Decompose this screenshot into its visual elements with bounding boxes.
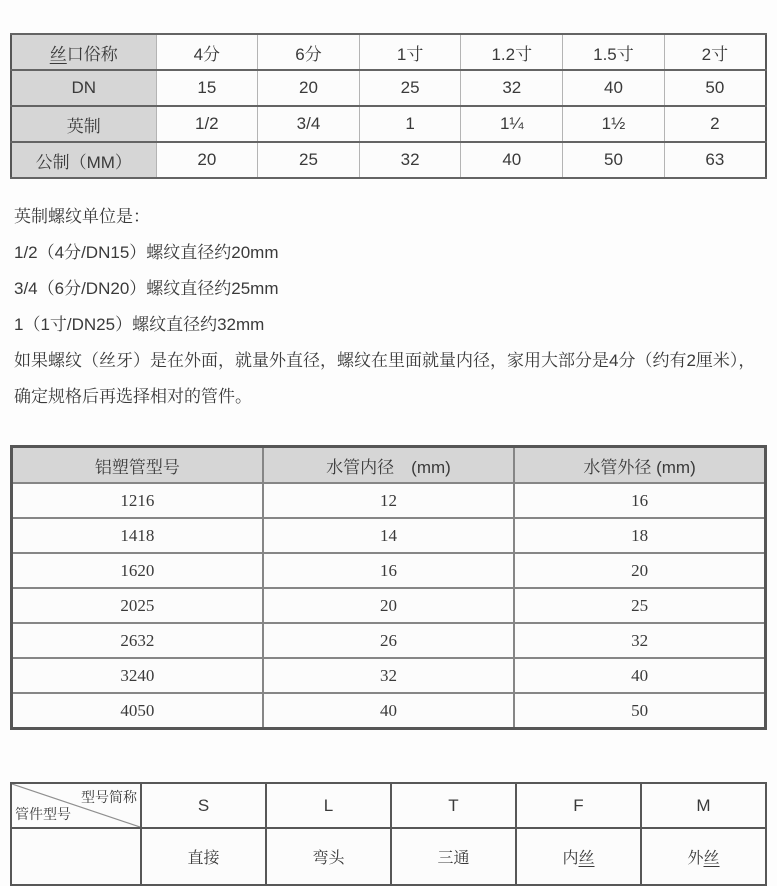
row-header-thread-name: [11, 34, 156, 70]
row-header-dn: DN: [11, 70, 156, 106]
corner-label-fitting-model: 管件型号: [15, 806, 71, 822]
table-header-row: [11, 783, 766, 828]
table-cell: 1.5寸: [563, 34, 665, 70]
column-header-outer-diameter: 水管外径 (mm): [514, 447, 765, 484]
table-cell: 26: [263, 623, 514, 658]
code-cell: L: [266, 783, 391, 828]
notes-paragraph: 如果螺纹（丝牙）是在外面，就量外直径，螺纹在里面就量内径，家用大部分是4分（约有2厘米），确定规格后再选择相对的管件。: [14, 351, 756, 406]
note-line: 1/2（4分/DN15）螺纹直径约20mm: [14, 243, 279, 262]
table-cell: 1: [359, 106, 461, 142]
table-cell: 1½: [563, 106, 665, 142]
code-cell: T: [391, 783, 516, 828]
table-cell: 20: [263, 588, 514, 623]
note-line: 3/4（6分/DN20）螺纹直径约25mm: [14, 279, 279, 298]
table-cell: 32: [461, 70, 563, 106]
table-cell: 2: [664, 106, 766, 142]
fitting-name-cell: [141, 828, 266, 885]
corner-label-code-name: 型号简称: [81, 789, 137, 805]
table-cell: 50: [664, 70, 766, 106]
table-cell: 40: [263, 693, 514, 729]
table-row: [11, 34, 766, 70]
table-cell: 20: [258, 70, 360, 106]
table-cell: 16: [263, 553, 514, 588]
table-cell: 50: [514, 693, 765, 729]
fitting-name-cell: [391, 828, 516, 885]
thread-size-table: [10, 33, 767, 179]
keyword-link-si[interactable]: 丝: [578, 850, 595, 867]
table-cell: 32: [359, 142, 461, 178]
table-cell: 1620: [12, 553, 263, 588]
fitting-name-cell: [641, 828, 766, 885]
fitting-name-cell: [266, 828, 391, 885]
table-header-row: [12, 447, 766, 484]
table-cell: 25: [359, 70, 461, 106]
table-cell: 40: [514, 658, 765, 693]
empty-cell: [11, 828, 141, 885]
table-cell: 1.2寸: [461, 34, 563, 70]
table-row: [12, 588, 766, 623]
table-row: [11, 106, 766, 142]
table-row: [12, 658, 766, 693]
table-cell: 40: [461, 142, 563, 178]
table-row: [11, 70, 766, 106]
table-cell: 32: [514, 623, 765, 658]
table-cell: 50: [563, 142, 665, 178]
fitting-name: 直接: [187, 850, 220, 867]
code-cell: M: [641, 783, 766, 828]
table-cell: 25: [258, 142, 360, 178]
table-cell: 2632: [12, 623, 263, 658]
fitting-name: 弯头: [312, 850, 345, 867]
table-cell: 1216: [12, 483, 263, 518]
table-cell: 63: [664, 142, 766, 178]
table-cell: 20: [156, 142, 258, 178]
code-cell: S: [141, 783, 266, 828]
diagonal-header-cell: [11, 783, 141, 828]
table-cell: 16: [514, 483, 765, 518]
table-cell: 4050: [12, 693, 263, 729]
table-row: [12, 518, 766, 553]
table-row: [12, 693, 766, 729]
table-cell: 12: [263, 483, 514, 518]
fitting-name: 内: [562, 850, 579, 867]
row-header-imperial: 英制: [11, 106, 156, 142]
note-line: 1（1寸/DN25）螺纹直径约32mm: [14, 315, 265, 334]
table-row: [11, 828, 766, 885]
table-cell: 1¼: [461, 106, 563, 142]
keyword-link-si[interactable]: 丝: [703, 850, 720, 867]
pipe-size-table: [10, 445, 767, 730]
fitting-code-table: [10, 782, 767, 886]
table-row: [11, 142, 766, 178]
keyword-link-si[interactable]: 丝: [49, 44, 67, 64]
table-cell: 14: [263, 518, 514, 553]
row-header-metric: 公制（MM）: [11, 142, 156, 178]
row-header-label: 口俗称: [66, 44, 118, 64]
table-cell: 1寸: [359, 34, 461, 70]
column-header-model: 铝塑管型号: [12, 447, 263, 484]
table-cell: 4分: [156, 34, 258, 70]
table-cell: 2寸: [664, 34, 766, 70]
table-cell: 3240: [12, 658, 263, 693]
table-cell: 18: [514, 518, 765, 553]
notes-intro: 英制螺纹单位是：: [14, 207, 150, 226]
table-cell: 1/2: [156, 106, 258, 142]
column-header-inner-diameter: 水管内径 (mm): [263, 447, 514, 484]
table-cell: 15: [156, 70, 258, 106]
fitting-name: 三通: [437, 850, 470, 867]
table-cell: 20: [514, 553, 765, 588]
table-cell: 6分: [258, 34, 360, 70]
table-cell: 40: [563, 70, 665, 106]
table-cell: 2025: [12, 588, 263, 623]
table-row: [12, 623, 766, 658]
fitting-name: 外: [687, 850, 704, 867]
table-cell: 3/4: [258, 106, 360, 142]
table-cell: 25: [514, 588, 765, 623]
notes-section: [14, 199, 767, 415]
fitting-name-cell: [516, 828, 641, 885]
code-cell: F: [516, 783, 641, 828]
table-cell: 32: [263, 658, 514, 693]
table-cell: 1418: [12, 518, 263, 553]
table-row: [12, 553, 766, 588]
table-row: [12, 483, 766, 518]
